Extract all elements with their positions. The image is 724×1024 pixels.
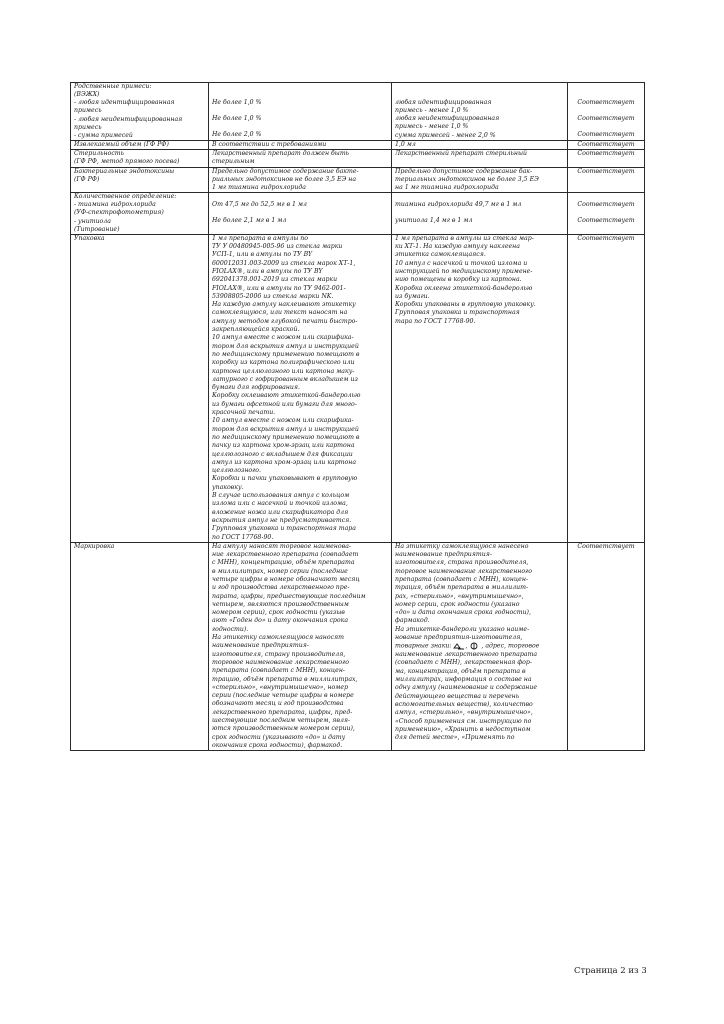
text-line: наименование лекарственного препарата bbox=[395, 651, 538, 659]
text-line: Родственные примеси: bbox=[74, 83, 152, 90]
text-line: трацию, объём препарата в миллилитрах, bbox=[212, 675, 358, 683]
text-line: по медицинскому применению помещают в bbox=[212, 350, 360, 358]
text-line: годности). bbox=[212, 625, 249, 633]
text-line: териальных эндотоксинов не более 3,5 ЕЭ bbox=[395, 175, 539, 183]
text-line: тиамина гидрохлорида 49,7 мг в 1 мл bbox=[395, 201, 522, 209]
text-line bbox=[395, 193, 564, 201]
text-line: любая неидентифицированная bbox=[395, 115, 500, 123]
text-line: - любая идентифицированная bbox=[74, 99, 175, 107]
text-line: бумаги для гофрирования. bbox=[212, 384, 300, 392]
text-line: 10 ампул вместе с ножом или скарифика- bbox=[212, 417, 354, 425]
cell-requirement bbox=[209, 83, 392, 141]
text-line bbox=[571, 91, 641, 99]
text-line: наименование предприятия- bbox=[395, 551, 492, 559]
cell-result bbox=[392, 542, 568, 750]
document-table-wrapper bbox=[70, 82, 644, 751]
cell-conclusion bbox=[568, 83, 645, 141]
text-line: В соответствии с требованиями bbox=[212, 141, 327, 149]
text-line: на 1 мг тиамина гидрохлорида bbox=[395, 183, 499, 191]
cell-requirement bbox=[209, 542, 392, 750]
text-line: Стерильность bbox=[74, 150, 125, 158]
text-line: нию помещены в коробку из картона. bbox=[395, 276, 522, 284]
text-line: применению», «Хранить в недоступном bbox=[395, 725, 531, 733]
text-line: Коробки и пачки упаковывают в групповую bbox=[212, 475, 358, 483]
text-line: Групповая упаковка и транспортная тара bbox=[212, 525, 356, 533]
table-row-sterility bbox=[71, 150, 645, 167]
trademark-symbol-icon bbox=[469, 642, 481, 650]
cell-parameter bbox=[71, 167, 209, 192]
text-line: ампулу методом глубокой печати быстро- bbox=[212, 317, 358, 325]
trademark-prefix: товарные знаки: bbox=[395, 642, 452, 650]
text-line: лекарственного препарата, цифры, пред- bbox=[212, 708, 353, 716]
text-line bbox=[395, 91, 564, 99]
text-line: трация, объём препарата в миллилит- bbox=[395, 584, 529, 592]
text-line: В случае использования ампул с кольцом bbox=[212, 492, 350, 500]
text-line: «до» и дата окончания срока годности), bbox=[395, 609, 531, 617]
cell-parameter bbox=[71, 141, 209, 150]
text-line: ние лекарственного препарата (совпадает bbox=[212, 551, 359, 559]
cell-requirement bbox=[209, 167, 392, 192]
text-line: - любая неидентифицированная bbox=[74, 115, 183, 123]
marking-result-part-2 bbox=[395, 651, 564, 742]
specification-table bbox=[70, 82, 645, 751]
text-line: На ампулу наносят торговое наименова- bbox=[212, 542, 351, 550]
text-line: ма, концентрация, объём препарата в bbox=[395, 667, 526, 675]
text-line: ТУ У 00480945-005-96 из стекла марки bbox=[212, 243, 343, 251]
text-line: 1 мг тиамина гидрохлорида bbox=[212, 183, 306, 191]
text-line: препарата (совпадает с МНН), концен- bbox=[395, 575, 528, 583]
text-line: На каждую ампулу наклеивают этикетку bbox=[212, 301, 356, 309]
text-line: парата, цифры, предшествующие последним bbox=[212, 592, 366, 600]
text-line: примесь - менее 1,0 % bbox=[395, 123, 469, 131]
cell-conclusion bbox=[568, 167, 645, 192]
text-line: изготовителя, страна производителя, bbox=[395, 559, 529, 567]
text-line: 1 мл препарата в ампулы из стекла мар- bbox=[395, 234, 534, 242]
cell-requirement bbox=[209, 234, 392, 542]
cell-parameter bbox=[71, 234, 209, 542]
text-line: Маркировка bbox=[74, 542, 115, 550]
text-line: тара по ГОСТ 17768-90. bbox=[395, 317, 476, 325]
text-line: этикетка самоклеящаяся. bbox=[395, 251, 486, 259]
text-line: Соответствует bbox=[577, 201, 635, 209]
text-line: шествующие последним четырем, явля- bbox=[212, 717, 351, 725]
cell-conclusion bbox=[568, 542, 645, 750]
text-line: Соответствует bbox=[577, 217, 635, 225]
text-line bbox=[212, 225, 388, 233]
text-line: целлюлозного. bbox=[212, 467, 261, 475]
trademark-line: товарные знаки: , , адрес, торговое bbox=[395, 642, 540, 650]
text-line bbox=[571, 83, 641, 91]
text-line: торговое наименование лекарственного bbox=[395, 567, 532, 575]
text-line: Предельно допустимое содержание бакте- bbox=[212, 167, 359, 175]
text-line: Соответствует bbox=[577, 542, 635, 550]
text-line: примесь bbox=[74, 107, 102, 115]
text-line: УСП-1, или в ампулы по ТУ BY bbox=[212, 251, 313, 259]
text-line: нование предприятия-изготовителя, bbox=[395, 634, 523, 642]
cell-parameter bbox=[71, 150, 209, 167]
text-line: с МНН), концентрацию, объём препарата bbox=[212, 559, 355, 567]
marking-result-part-1 bbox=[395, 543, 564, 643]
text-line: Не более 2,0 % bbox=[212, 131, 262, 139]
text-line: Соответствует bbox=[577, 167, 635, 175]
text-line: Бактериальные эндотоксины bbox=[74, 167, 175, 175]
text-line: (совпадает с МНН), лекарственная фор- bbox=[395, 659, 532, 667]
text-line: в миллилитрах, номер серии (последние bbox=[212, 567, 348, 575]
text-line: номером серии), срок годности (указыв bbox=[212, 609, 345, 617]
text-line: пачку из картона хром-эрзац или картона bbox=[212, 442, 355, 450]
page-number: Страница 2 из 3 bbox=[574, 966, 647, 976]
text-line bbox=[571, 123, 641, 131]
text-line: окончания срока годности), фармакод. bbox=[212, 741, 343, 749]
text-line: Соответствует bbox=[577, 150, 635, 158]
text-line: целлюлозного с вкладышем для фиксации bbox=[212, 450, 353, 458]
cell-conclusion bbox=[568, 234, 645, 542]
cell-result bbox=[392, 141, 568, 150]
cell-result bbox=[392, 167, 568, 192]
text-line: примесь bbox=[74, 123, 102, 131]
text-line: из бумаги. bbox=[395, 292, 430, 300]
text-line: препарата (совпадает с МНН), концен- bbox=[212, 667, 345, 675]
text-line: обозначают месяц и год производства bbox=[212, 700, 344, 708]
text-line: торговое наименование лекарственного bbox=[212, 658, 349, 666]
text-line: Лекарственный препарат стерильный bbox=[395, 150, 528, 158]
cell-result bbox=[392, 83, 568, 141]
text-line: наименование предприятия- bbox=[212, 642, 309, 650]
text-line: срок годности (указывают «до» и дату bbox=[212, 733, 346, 741]
text-line: ки ХТ-1. На каждую ампулу наклеена bbox=[395, 243, 520, 251]
text-line: примесь - менее 1,0 % bbox=[395, 107, 469, 115]
text-line: унитиола 1,4 мг в 1 мл bbox=[395, 217, 473, 225]
table-row-packaging bbox=[71, 234, 645, 542]
text-line: Предельно допустимое содержание бак- bbox=[395, 167, 533, 175]
cell-requirement bbox=[209, 141, 392, 150]
text-line: вскрытия ампул не предусматривается. bbox=[212, 516, 352, 524]
text-line: - унитиола bbox=[74, 217, 111, 225]
text-line: 10 ампул вместе с ножом или скарифика- bbox=[212, 334, 354, 342]
text-line: 1,0 мл bbox=[395, 141, 416, 149]
cell-conclusion bbox=[568, 150, 645, 167]
text-line: упаковку. bbox=[212, 483, 244, 491]
text-line: Извлекаемый объем (ГФ РФ) bbox=[74, 141, 169, 149]
text-line bbox=[571, 193, 641, 201]
text-line: по ГОСТ 17768-90. bbox=[212, 533, 274, 541]
text-line: ются производственным номером серии), bbox=[212, 725, 355, 733]
text-line: «стерильно», «внутримышечно», номер bbox=[212, 683, 349, 691]
text-line: рах, «стерильно», «внутримышечно», bbox=[395, 592, 524, 600]
table-row-impurities bbox=[71, 83, 645, 141]
text-line: Коробку оклеивают этикеткой-бандеролью bbox=[212, 392, 361, 400]
text-line: сумма примесей - менее 2,0 % bbox=[395, 131, 496, 139]
text-line: Не более 2,1 мг в 1 мл bbox=[212, 217, 287, 225]
cell-conclusion bbox=[568, 141, 645, 150]
trademark-suffix: , адрес, торговое bbox=[481, 642, 540, 650]
text-line bbox=[395, 83, 564, 91]
text-line: действующего вещества и перечень bbox=[395, 692, 520, 700]
text-line bbox=[212, 209, 388, 217]
text-line: От 47,5 мг до 52,5 мг в 1 мл bbox=[212, 201, 307, 209]
cell-result bbox=[392, 234, 568, 542]
text-line bbox=[395, 225, 564, 233]
text-line: (ГФ РФ) bbox=[74, 175, 100, 183]
text-line: Лекарственный препарат должен быть bbox=[212, 150, 350, 158]
text-line: 600012031.003-2009 из стекла марок ХТ-1, bbox=[212, 259, 356, 267]
table-row-endotoxins bbox=[71, 167, 645, 192]
text-line: любая идентифицированная bbox=[395, 99, 492, 106]
cell-requirement bbox=[209, 150, 392, 167]
text-line: номер серии, срок годности (указано bbox=[395, 600, 520, 608]
text-line: Коробка оклеена этикеткой-бандеролью bbox=[395, 284, 533, 292]
text-line: и год производства лекарственного пре- bbox=[212, 584, 350, 592]
cell-parameter bbox=[71, 542, 209, 750]
text-line: Коробки упакованы в групповую упаковку. bbox=[395, 301, 536, 309]
text-line: ампул из картона хром-эрзац или картона bbox=[212, 458, 357, 466]
text-line: 1 мл препарата в ампулы по bbox=[212, 234, 309, 242]
text-line: из бумаги офсетной или бумаги для много- bbox=[212, 400, 357, 408]
text-line: красочной печати. bbox=[212, 409, 276, 417]
text-line: FIOLAX®, или в ампулы по ТУ 9462-001- bbox=[212, 284, 346, 292]
text-line: Соответствует bbox=[577, 115, 635, 123]
text-line: 53908805-2006 из стекла марки NK. bbox=[212, 292, 334, 300]
text-line: - тиамина гидрохлорида bbox=[74, 201, 156, 209]
text-line: Соответствует bbox=[577, 99, 635, 106]
text-line: 692041378.001-2019 из стекла марки bbox=[212, 276, 338, 284]
text-line: Соответствует bbox=[577, 141, 635, 149]
cell-requirement bbox=[209, 193, 392, 235]
text-line: Количественное определение: bbox=[74, 193, 177, 201]
text-line: На этикетку самоклеящуюся наносят bbox=[212, 634, 345, 642]
text-line: Не более 1,0 % bbox=[212, 115, 262, 123]
text-line: (УФ-спектрофотометрия) bbox=[74, 209, 164, 217]
text-line: (ГФ РФ, метод прямого посева) bbox=[74, 158, 180, 166]
text-line bbox=[212, 123, 388, 131]
text-line: изготовителя, страну производителя, bbox=[212, 650, 346, 658]
cell-parameter bbox=[71, 193, 209, 235]
text-line: ампул, «стерильно», «внутримышечно», bbox=[395, 709, 533, 717]
text-line: Не более 1,0 % bbox=[212, 99, 262, 106]
text-line: Групповая упаковка и транспортная bbox=[395, 309, 520, 317]
text-line: излома или с насечкой и точкой излома, bbox=[212, 500, 348, 508]
text-line bbox=[571, 225, 641, 233]
table-row-marking bbox=[71, 542, 645, 750]
text-line bbox=[395, 209, 564, 217]
cell-parameter bbox=[71, 83, 209, 141]
trademark-logo-icon bbox=[453, 642, 465, 650]
text-line: четырем, являются производственным bbox=[212, 600, 349, 608]
text-line: картона целлюлозного или картона маку- bbox=[212, 367, 355, 375]
text-line: вложение ножа или скарификатора для bbox=[212, 508, 349, 516]
cell-conclusion bbox=[568, 193, 645, 235]
text-line: - сумма примесей bbox=[74, 131, 133, 139]
text-line bbox=[212, 83, 388, 91]
text-line: по медицинскому применению помещают в bbox=[212, 433, 360, 441]
text-line bbox=[571, 209, 641, 217]
text-line bbox=[212, 107, 388, 115]
text-line: ают «Годен до» и дату окончания срока bbox=[212, 617, 349, 625]
text-line: стерильным bbox=[212, 158, 255, 166]
text-line: закрепляющейся краской. bbox=[212, 326, 300, 334]
text-line: фармакод. bbox=[395, 617, 430, 625]
text-line: тором для вскрытия ампул и инструкцией bbox=[212, 425, 359, 433]
text-line: миллилитрах, информация о составе на bbox=[395, 676, 532, 684]
text-line: 10 ампул с насечкой и точкой излома и bbox=[395, 259, 528, 267]
text-line: На этикетку самоклеящуюся нанесено bbox=[395, 542, 529, 550]
text-line bbox=[571, 107, 641, 115]
text-line: риальных эндотоксинов не более 3,5 ЕЭ на bbox=[212, 175, 357, 183]
text-line: Соответствует bbox=[577, 131, 635, 139]
text-line: (Титрование) bbox=[74, 225, 120, 233]
table-row-volume bbox=[71, 141, 645, 150]
text-line: четыре цифры в номере обозначают месяц bbox=[212, 575, 360, 583]
table-row-quantitative bbox=[71, 193, 645, 235]
text-line: инструкцией по медицинскому примене- bbox=[395, 268, 533, 275]
text-line bbox=[212, 193, 388, 201]
text-line: Упаковка bbox=[74, 234, 105, 242]
cell-result bbox=[392, 150, 568, 167]
text-line: Соответствует bbox=[577, 234, 635, 242]
text-line bbox=[212, 91, 388, 99]
text-line: тором для вскрытия ампул и инструкцией bbox=[212, 342, 359, 350]
text-line: (ВЭЖХ) bbox=[74, 91, 100, 99]
text-line: коробку из картона полиграфического или bbox=[212, 359, 355, 367]
text-line: латурного с гофрированным вкладышем из bbox=[212, 375, 358, 383]
cell-result bbox=[392, 193, 568, 235]
text-line: для детей месте», «Применять по bbox=[395, 734, 515, 742]
text-line: одну ампулу (наименование и содержание bbox=[395, 684, 538, 692]
text-line: серии (последние четыре цифры в номере bbox=[212, 692, 354, 700]
text-line: На этикетке-бандероли указано наиме- bbox=[395, 625, 530, 633]
text-line: «Способ применения см. инструкцию по bbox=[395, 717, 532, 725]
text-line: вспомогательных веществ), количество bbox=[395, 700, 533, 708]
text-line: самоклеящуюся, или текст наносят на bbox=[212, 309, 348, 317]
text-line: FIOLAX®, или в ампулы по ТУ BY bbox=[212, 268, 323, 275]
